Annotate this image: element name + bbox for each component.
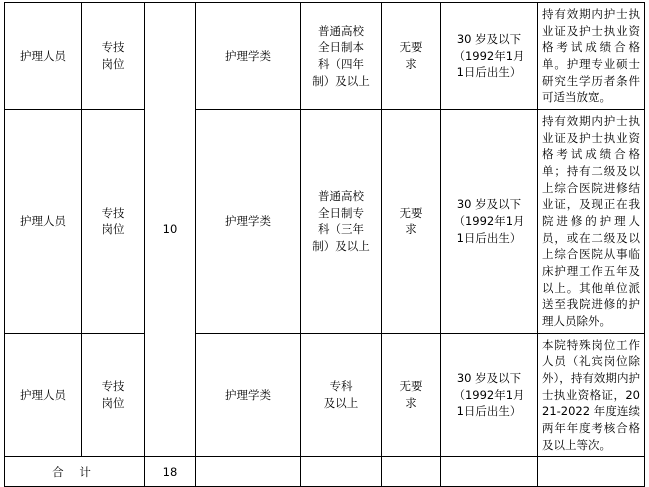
degree-line-4: 制）及以上	[312, 239, 370, 254]
experience-line-1: 无要	[399, 379, 423, 394]
total-blank-major	[196, 457, 301, 487]
age-line-1: 30 岁及以下	[456, 197, 522, 212]
age-line-3: 1日后出生）	[456, 65, 522, 80]
experience-line-1: 无要	[399, 205, 423, 220]
total-label: 合 计	[5, 457, 145, 487]
age-line-1: 30 岁及以下	[456, 371, 522, 386]
cell-age	[441, 3, 538, 110]
degree-line-2: 及以上	[323, 396, 359, 411]
total-blank-other	[538, 457, 645, 487]
experience-line-2: 求	[405, 396, 417, 411]
cell-age	[441, 333, 538, 457]
degree-line-1: 专科	[329, 379, 353, 394]
cell-age	[441, 110, 538, 334]
cell-post-name: 护理人员	[5, 333, 82, 457]
degree-line-2: 全日制专	[318, 205, 364, 220]
cell-major: 护理学类	[196, 110, 301, 334]
age-line-2: （1992年1月	[453, 387, 525, 402]
cell-other-requirements	[538, 3, 645, 110]
cell-experience	[382, 110, 441, 334]
degree-line-1: 普通高校	[318, 189, 364, 204]
experience-line-2: 求	[405, 222, 417, 237]
other-requirements-text: 持有效期内护士执业证及护士执业资格考试成绩合格单。护理专业硕士研究生学历者条件可适当放宽。	[542, 7, 640, 105]
age-line-3: 1日后出生）	[456, 230, 522, 245]
degree-line-4: 制）及以上	[312, 73, 370, 88]
post-type-line-1: 专技	[101, 379, 125, 394]
age-line-3: 1日后出生）	[456, 404, 522, 419]
total-blank-age	[441, 457, 538, 487]
cell-count: 10	[145, 3, 196, 457]
age-line-2: （1992年1月	[453, 48, 525, 63]
total-count: 18	[145, 457, 196, 487]
age-line-1: 30 岁及以下	[456, 32, 522, 46]
experience-line-1: 无要	[399, 40, 423, 55]
degree-line-1: 普通高校	[318, 23, 364, 38]
cell-other-requirements	[538, 110, 645, 334]
degree-line-3: 科（四年	[318, 57, 364, 72]
table-total-row	[5, 457, 645, 487]
cell-major: 护理学类	[196, 333, 301, 457]
table-row	[5, 3, 645, 110]
recruitment-table-sheet	[0, 2, 649, 479]
cell-post-name: 护理人员	[5, 3, 82, 110]
experience-line-2: 求	[405, 57, 417, 72]
degree-line-2: 全日制本	[318, 40, 364, 55]
cell-degree	[301, 110, 382, 334]
cell-degree	[301, 3, 382, 110]
table-row	[5, 333, 645, 457]
cell-experience	[382, 333, 441, 457]
cell-post-type	[82, 110, 145, 334]
post-type-line-1: 专技	[101, 205, 125, 220]
recruitment-table	[4, 2, 645, 487]
cell-experience	[382, 3, 441, 110]
degree-line-3: 科（三年	[318, 222, 364, 237]
cell-post-name: 护理人员	[5, 110, 82, 334]
other-requirements-text: 本院特殊岗位工作人员（礼宾岗位除外），持有效期内护士执业资格证，2021-2022 年度连续两年年度考核合格及以上等次。	[542, 337, 640, 452]
cell-other-requirements	[538, 333, 645, 457]
table-row	[5, 110, 645, 334]
total-blank-experience	[382, 457, 441, 487]
post-type-line-2: 岗位	[101, 57, 125, 72]
cell-post-type	[82, 333, 145, 457]
cell-degree	[301, 333, 382, 457]
post-type-line-2: 岗位	[101, 396, 125, 411]
post-type-line-1: 专技	[101, 40, 125, 55]
total-blank-degree	[301, 457, 382, 487]
cell-major: 护理学类	[196, 3, 301, 110]
other-requirements-text: 持有效期内护士执业证及护士执业资格考试成绩合格单；持有二级及以上综合医院进修结业证，及现正在我院进修的护理人员，或在二级及以上综合医院从事临床护理工作五年及以上。其他单位派送至我院进修的护理人员除外。	[542, 114, 640, 329]
post-type-line-2: 岗位	[101, 222, 125, 237]
age-line-2: （1992年1月	[453, 214, 525, 229]
cell-post-type	[82, 3, 145, 110]
